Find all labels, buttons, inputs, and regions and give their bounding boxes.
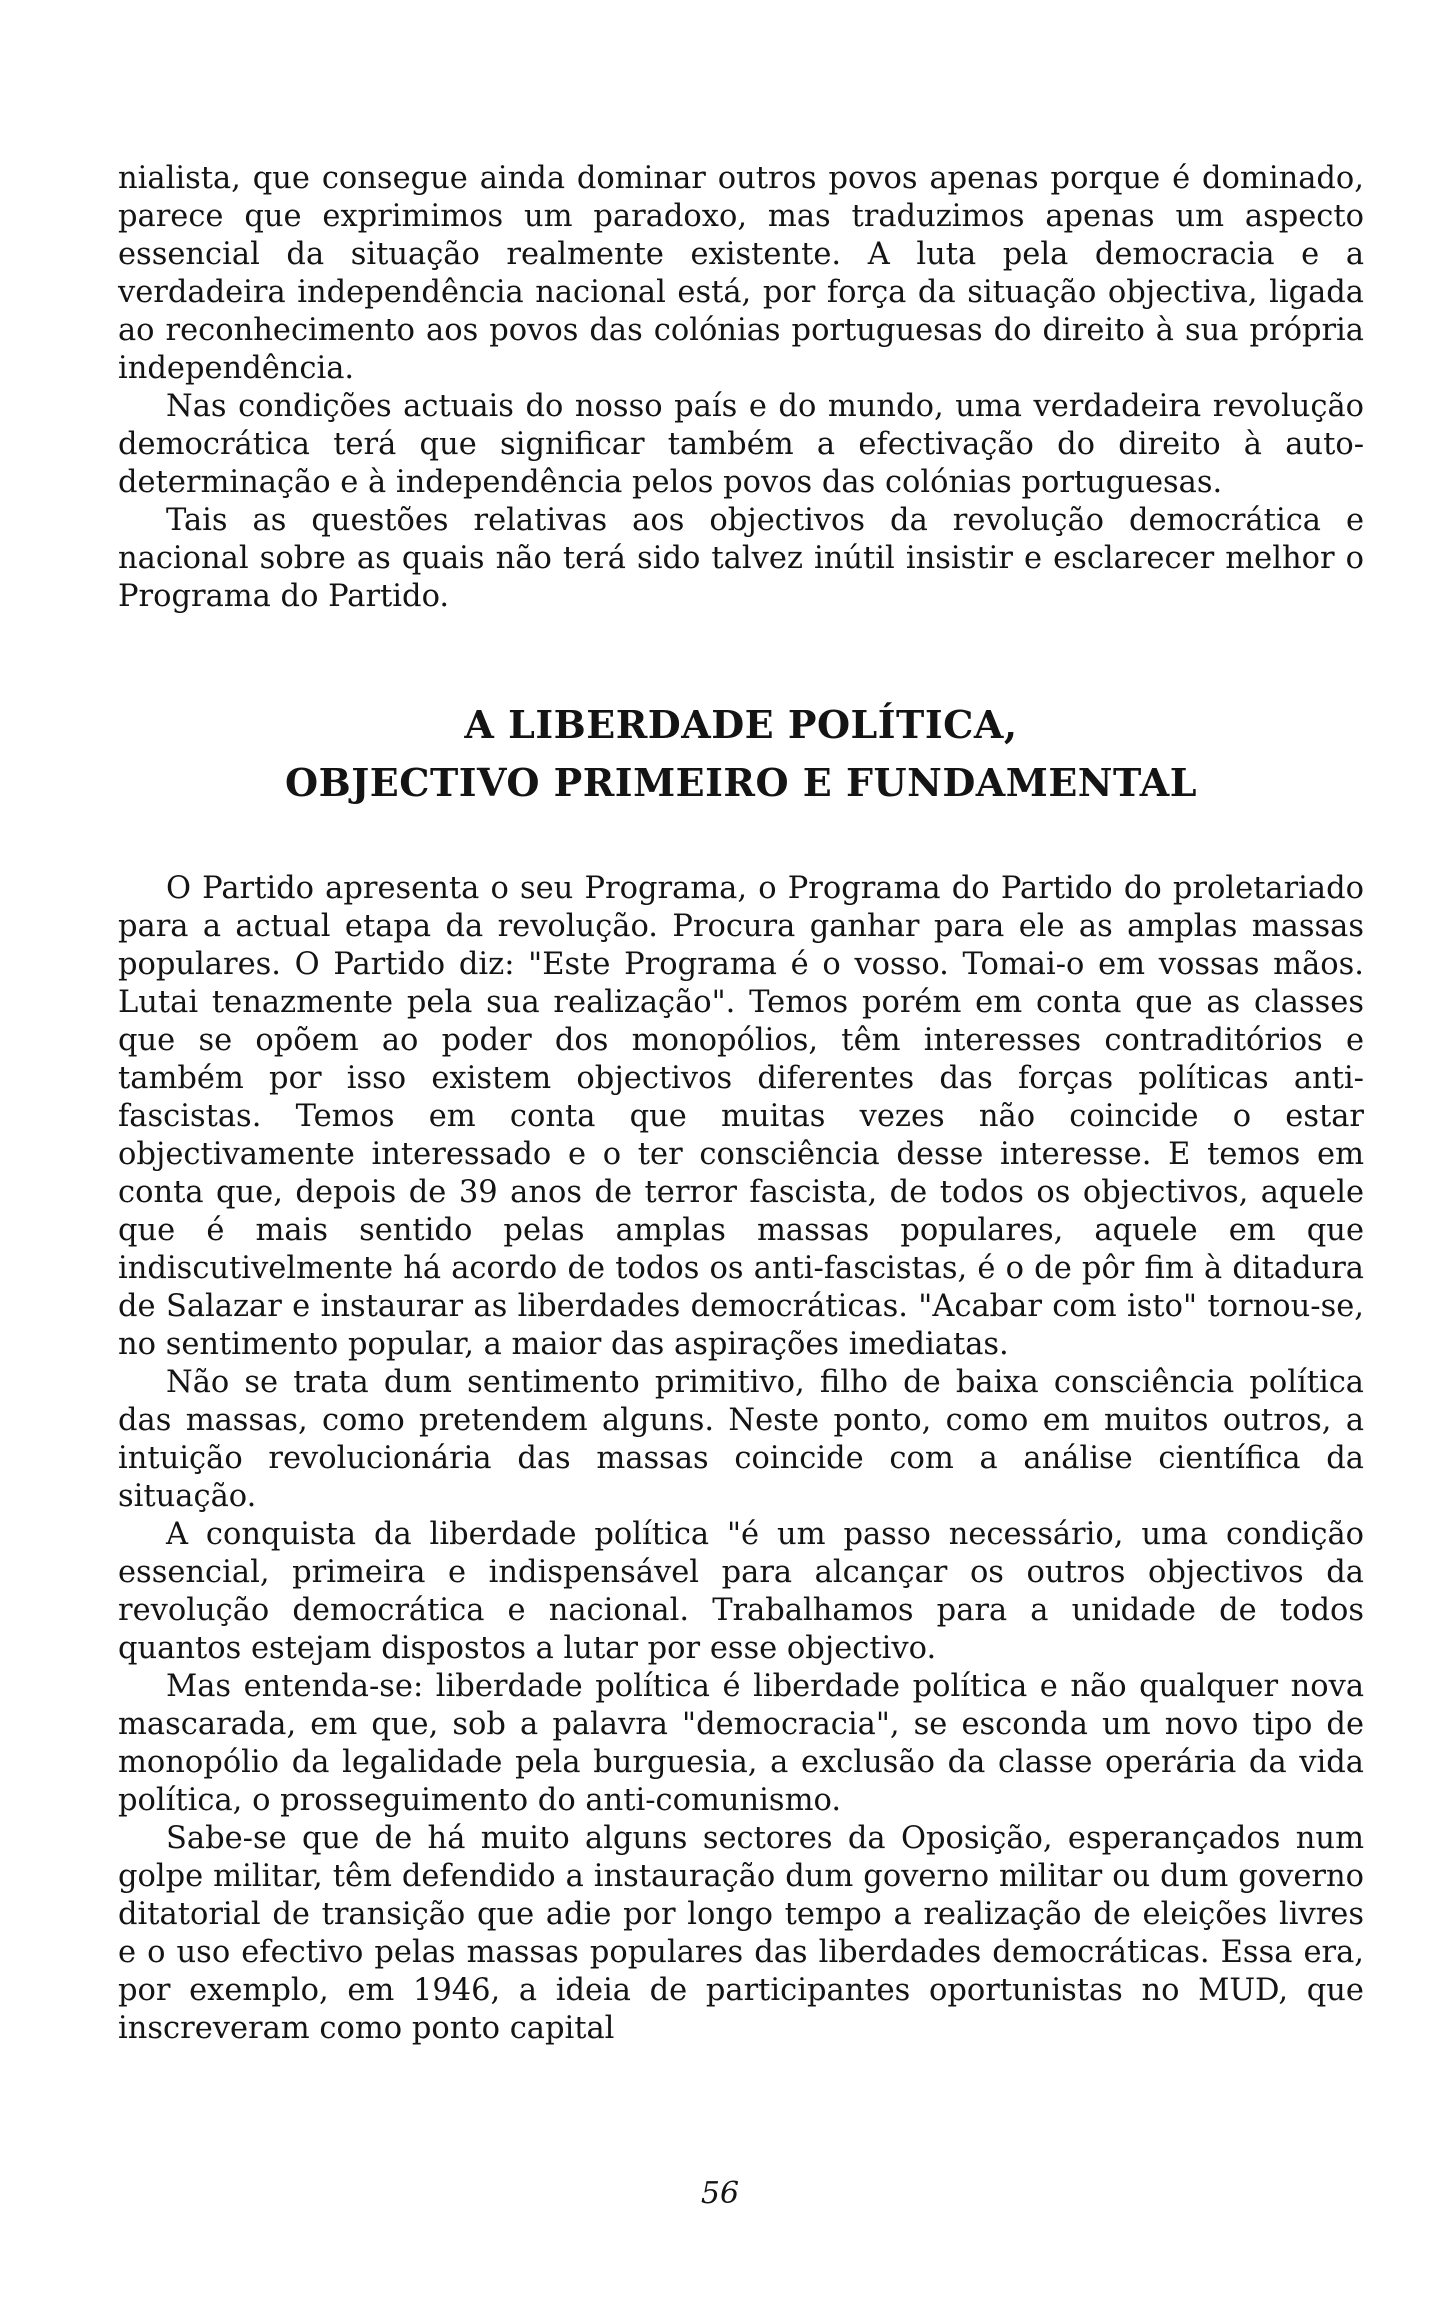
paragraph: O Partido apresenta o seu Programa, o Programa do Partido do proletariado para a actual etapa da revolução. Procura ganhar para ele as amplas massas populares. O Partido diz: "Este Programa é o vosso. Tomai-o em vossas mãos. Lutai tenazmente pela sua realização". Temos porém em conta que as classes que se opõem ao poder dos monopólios, têm interesses contraditórios e também por isso existem objectivos diferentes das forças políticas anti-fascistas. Temos em conta que muitas vezes não coincide o estar objectivamente interessado e o ter consciência desse interesse. E temos em conta que, depois de 39 anos de terror fascista, de todos os objectivos, aquele que é mais sentido pelas amplas massas populares, aquele em que indiscutivelmente há acordo de todos os anti-fascistas, é o de pôr fim à ditadura de Salazar e instaurar as liberdades democráticas. "Acabar com isto" tornou-se, no sentimento popular, a maior das aspirações imediatas.: [118, 871, 1364, 1362]
page-number: 56: [700, 2176, 740, 2211]
paragraph: Não se trata dum sentimento primitivo, filho de baixa consciência política das massas, como pretendem alguns. Neste ponto, como em muitos outros, a intuição revolucionária das massas coincide com a análise científica da situação.: [118, 1365, 1364, 1514]
section-heading: [118, 696, 1364, 812]
paragraph: nialista, que consegue ainda dominar outros povos apenas porque é dominado, parece que exprimimos um paradoxo, mas traduzimos apenas um aspecto essencial da situação realmente existente. A luta pela democracia e a verdadeira independência nacional está, por força da situação objectiva, ligada ao reconhecimento aos povos das colónias portuguesas do direito à sua própria independência.: [118, 161, 1364, 386]
paragraph: Tais as questões relativas aos objectivos da revolução democrática e nacional sobre as quais não terá sido talvez inútil insistir e esclarecer melhor o Programa do Partido.: [118, 503, 1364, 614]
paragraph: Nas condições actuais do nosso país e do mundo, uma verdadeira revolução democrática terá que significar também a efectivação do direito à auto-determinação e à independência pelos povos das colónias portuguesas.: [118, 389, 1364, 500]
paragraph: A conquista da liberdade política "é um passo necessário, uma condição essencial, primeira e indispensável para alcançar os outros objectivos da revolução democrática e nacional. Trabalhamos para a unidade de todos quantos estejam dispostos a lutar por esse objectivo.: [118, 1517, 1364, 1666]
paragraph: Sabe-se que de há muito alguns sectores da Oposição, esperançados num golpe militar, têm defendido a instauração dum governo militar ou dum governo ditatorial de transição que adie por longo tempo a realização de eleições livres e o uso efectivo pelas massas populares das liberdades democráticas. Essa era, por exemplo, em 1946, a ideia de participantes oportunistas no MUD, que inscreveram como ponto capital: [118, 1821, 1364, 2046]
section-heading-line: OBJECTIVO PRIMEIRO E FUNDAMENTAL: [285, 760, 1197, 805]
section-heading-line: A LIBERDADE POLÍTICA,: [464, 702, 1018, 747]
paragraph: Mas entenda-se: liberdade política é liberdade política e não qualquer nova mascarada, em que, sob a palavra "democracia", se esconda um novo tipo de monopólio da legalidade pela burguesia, a exclusão da classe operária da vida política, o prosseguimento do anti-comunismo.: [118, 1669, 1364, 1818]
page-body: [118, 160, 1364, 2048]
